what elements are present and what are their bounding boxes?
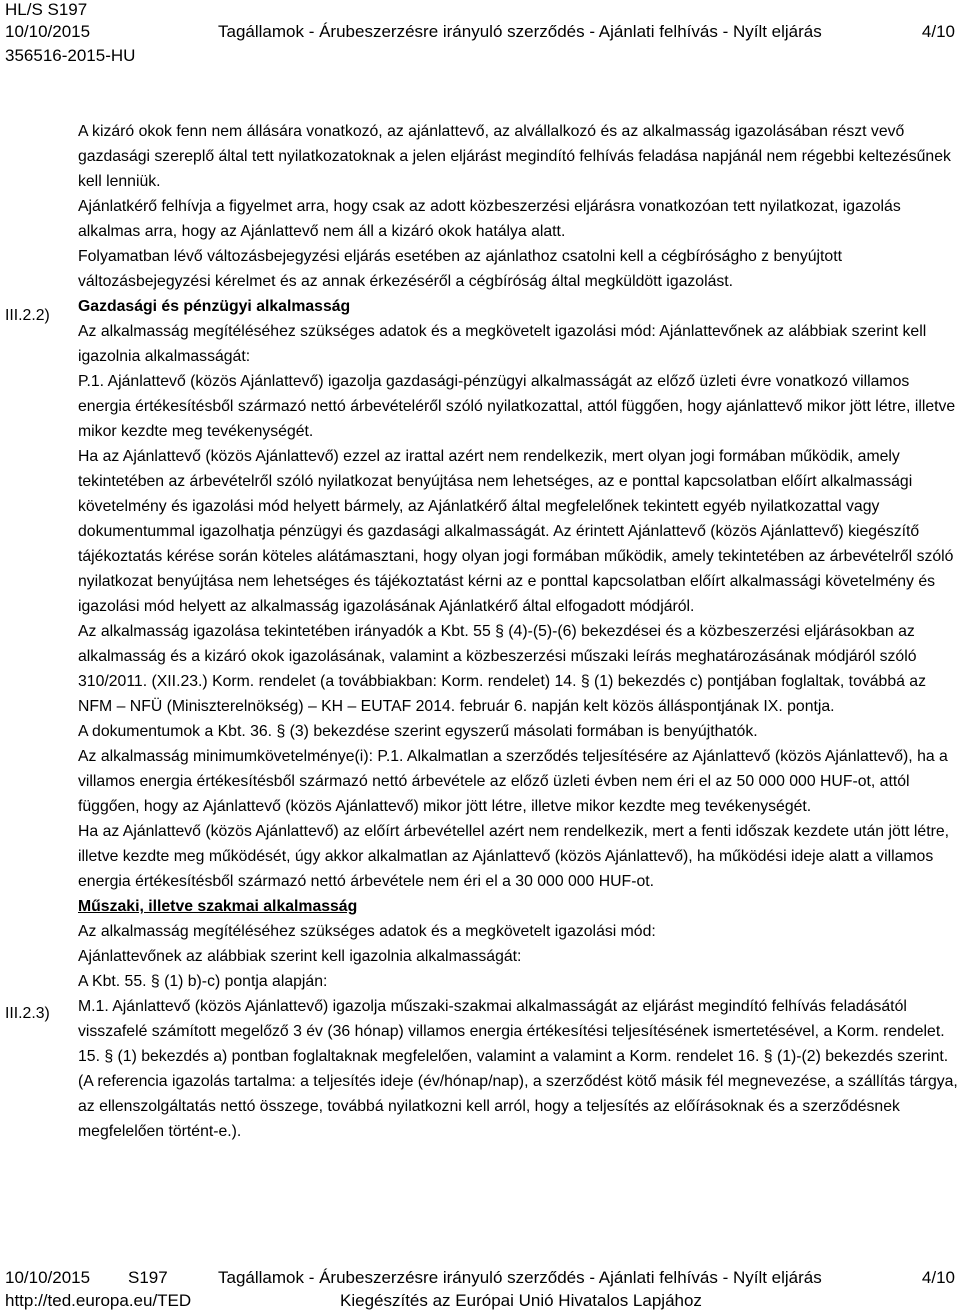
section-title-technical: Műszaki, illetve szakmai alkalmasság bbox=[78, 898, 358, 915]
section-number-2: III.2.2) bbox=[5, 307, 50, 324]
footer-page-number: 4/10 bbox=[921, 1268, 955, 1287]
section-paragraph: M.1. Ajánlattevő (közös Ajánlattevő) igazolja műszaki-szakmai alkalmasságát az eljárást megindító felhívás feladásától visszafelé számított megelőző 3 év (36 hónap) villamos energia értékesítési teljesítésének ismertetésével, a Korm. rendelet. 15. § (1) bekezdés a) pontban foglaltaknak megfelelően, valamint a valamint a Korm. rendelet 16. § (1)-(2) bekezdés szerint. (A referencia igazolás tartalma: a teljesítés ideje (év/hónap/nap), a szerződést kötő másik fél megnevezése, a szállítás tárgya, az ellenszolgáltatás nettó összege, továbbá nyilatkozni kell arról, hogy a teljesítés az előírásoknak és a szerződésnek megfelelően történt-e.). bbox=[78, 998, 958, 1140]
section-paragraph: Ha az Ajánlattevő (közös Ajánlattevő) ezzel az irattal azért nem rendelkezik, mert olyan jogi formában működik, amely tekintetében az árbevételről szóló nyilatkozat benyújtása nem lehetséges, az e ponttal kapcsolatban előírt alkalmassági követelmény és igazolási mód helyett bármely, az Ajánlatkérő által megfelelőnek tekintett egyéb nyilatkozattal vagy dokumentummal igazolhatja pénzügyi és gazdasági alkalmasságát. Az érintett Ajánlattevő (közös Ajánlattevő) kiegészítő tájékoztatás kérése során köteles alátámasztani, hogy olyan jogi formában működik, amely tekintetében az árbevételről szóló nyilatkozat benyújtása nem lehetséges és tájékoztatást kérni az e ponttal kapcsolatban előírt alkalmassági követelmény és igazolási mód helyett az alkalmasság igazolásának Ajánlatkérő által elfogadott módjáról. bbox=[78, 448, 954, 615]
section-paragraph: P.1. Ajánlattevő (közös Ajánlattevő) igazolja gazdasági-pénzügyi alkalmasságát az előző üzleti évre vonatkozó villamos energia értékesítésből származó nettó árbevételéről szóló nyilatkozattal, attól függően, hogy ajánlattevő mikor jött létre, illetve mikor kezdte meg tevékenységét. bbox=[78, 373, 956, 440]
header-page-number: 4/10 bbox=[921, 22, 955, 41]
footer-series: S197 bbox=[128, 1268, 168, 1287]
header-date: 10/10/2015 bbox=[5, 22, 91, 41]
document-body bbox=[78, 119, 958, 1144]
section-paragraph: A dokumentumok a Kbt. 36. § (3) bekezdése szerint egyszerű másolati formában is benyújthatók. bbox=[78, 723, 758, 740]
footer-title: Tagállamok - Árubeszerzésre irányuló szerződés - Ajánlati felhívás - Nyílt eljárás bbox=[218, 1268, 822, 1287]
footer-date: 10/10/2015 bbox=[5, 1268, 91, 1287]
intro-paragraph: A kizáró okok fenn nem állására vonatkozó, az ajánlattevő, az alvállalkozó és az alkalmasság igazolásában részt vevő gazdasági szereplő által tett nyilatkozatoknak a jelen eljárást megindító felhívás feladása napjánál nem régebbi keltezésűnek kell lenniük. bbox=[78, 123, 951, 190]
footer-url-link[interactable]: http://ted.europa.eu/TED bbox=[5, 1291, 192, 1310]
section-paragraph: Az alkalmasság megítéléséhez szükséges adatok és a megkövetelt igazolási mód: bbox=[78, 923, 656, 940]
section-number-3: III.2.3) bbox=[5, 1005, 50, 1022]
doc-code: HL/S S197 bbox=[5, 0, 88, 19]
section-paragraph: Ha az Ajánlattevő (közös Ajánlattevő) az előírt árbevétellel azért nem rendelkezik, mert a fenti időszak kezdete után jött létre, illetve kezdte meg működését, úgy akkor alkalmatlan az Ajánlattevő (közös Ajánlattevő), ha működési ideje alatt a villamos energia értékesítésből származó nettó árbevétele nem éri el a 30 000 000 HUF-ot. bbox=[78, 823, 950, 890]
intro-paragraph: Folyamatban lévő változásbejegyzési eljárás esetében az ajánlathoz csatolni kell a cégbíróságho z benyújtott változásbejegyzési kérelmet és az annak érkezéséről a cégbíróság által megküldött igazolást. bbox=[78, 248, 842, 290]
section-paragraph: Az alkalmasság megítéléséhez szükséges adatok és a megkövetelt igazolási mód: Ajánlattevőnek az alábbiak szerint kell igazolnia alkalmasságát: bbox=[78, 323, 927, 365]
header-title: Tagállamok - Árubeszerzésre irányuló szerződés - Ajánlati felhívás - Nyílt eljárás bbox=[218, 22, 822, 41]
intro-paragraph: Ajánlatkérő felhívja a figyelmet arra, hogy csak az adott közbeszerzési eljárásra vonatkozóan tett nyilatkozat, igazolás alkalmas arra, hogy az Ajánlattevő nem áll a kizáró okok hatálya alatt. bbox=[78, 198, 901, 240]
reference-number: 356516-2015-HU bbox=[5, 46, 136, 65]
section-title-economic: Gazdasági és pénzügyi alkalmasság bbox=[78, 298, 351, 315]
section-paragraph: Ajánlattevőnek az alábbiak szerint kell igazolnia alkalmasságát: bbox=[78, 948, 522, 965]
footer-supplement: Kiegészítés az Európai Unió Hivatalos Lapjához bbox=[340, 1291, 702, 1310]
section-paragraph: Az alkalmasság igazolása tekintetében irányadók a Kbt. 55 § (4)-(5)-(6) bekezdései és a közbeszerzési eljárásokban az alkalmasság és a kizáró okok igazolásának, valamint a közbeszerzési műszaki leírás meghatározásának módjáról szóló 310/2011. (XII.23.) Korm. rendelet (a továbbiakban: Korm. rendelet) 14. § (1) bekezdés c) pontjában foglaltak, továbbá az NFM – NFÜ (Miniszterelnökség) – KH – EUTAF 2014. február 6. napján kelt közös álláspontjának IX. pontja. bbox=[78, 623, 926, 715]
section-paragraph: Az alkalmasság minimumkövetelménye(i): P.1. Alkalmatlan a szerződés teljesítésére az Ajánlattevő (közös Ajánlattevő), ha a villamos energia értékesítésből származó nettó árbevétele az előző üzleti évben nem éri el az 50 000 000 HUF-ot, attól függően, hogy az Ajánlattevő (közös Ajánlattevő) mikor jött létre, illetve mikor kezdte meg tevékenységét. bbox=[78, 748, 948, 815]
section-paragraph: A Kbt. 55. § (1) b)-c) pontja alapján: bbox=[78, 973, 328, 990]
